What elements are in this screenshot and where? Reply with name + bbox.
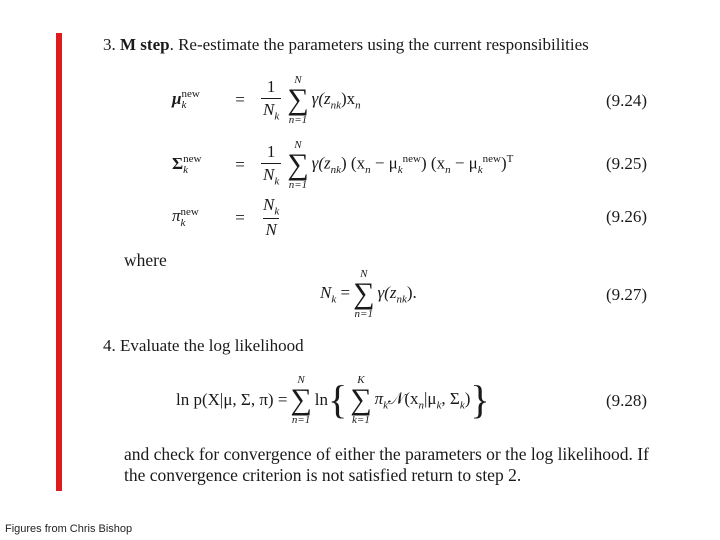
step-description: . Re-estimate the parameters using the current responsibilities (169, 35, 589, 54)
step-4-heading (103, 336, 304, 356)
equation-label: (9.27) (606, 285, 648, 304)
step-number: 3. (103, 35, 116, 54)
figure-caption: Figures from Chris Bishop (5, 523, 133, 535)
accent-bar (56, 33, 62, 491)
step-3-heading (103, 35, 589, 55)
equation-9-27: $N_k$ = N ∑ n=1 $\gamma(z_{nk})$. (320, 268, 417, 320)
step-bold-title: M step (120, 35, 170, 54)
equation-9-26: π new k = $\frac{N_k}{N}$ (172, 194, 280, 240)
where-text: where (124, 250, 167, 270)
equation-label: (9.28) (606, 391, 648, 410)
equation-9-24: μ new k = $\frac{1}{N_k}$ N ∑ n=1 $\gamma(z_{nk})x_n$ (172, 74, 361, 126)
equation-9-25: Σ new k = $\frac{1}{N_k}$ N ∑ n=1 $\gamma(z_{nk}) (x_n - \mu_k^{new}) (x_n - \mu_k^{new})^T$ (172, 139, 514, 191)
equation-label: (9.25) (606, 154, 648, 173)
step-description: Evaluate the log likelihood (120, 336, 304, 355)
equation-label: (9.26) (606, 207, 648, 226)
step-number: 4. (103, 336, 116, 355)
equation-label: (9.24) (606, 91, 648, 110)
equation-9-28: ln p(X|μ, Σ, π) = N ∑ n=1 ln { K ∑ k=1 $\pi_k𝒩(x_n|\mu_k$, $\Sigma_k$) } (176, 374, 490, 426)
conclusion-paragraph: and check for convergence of either the parameters or the log likelihood. If the convergence criterion is not satisfied return to step 2. (124, 444, 649, 485)
